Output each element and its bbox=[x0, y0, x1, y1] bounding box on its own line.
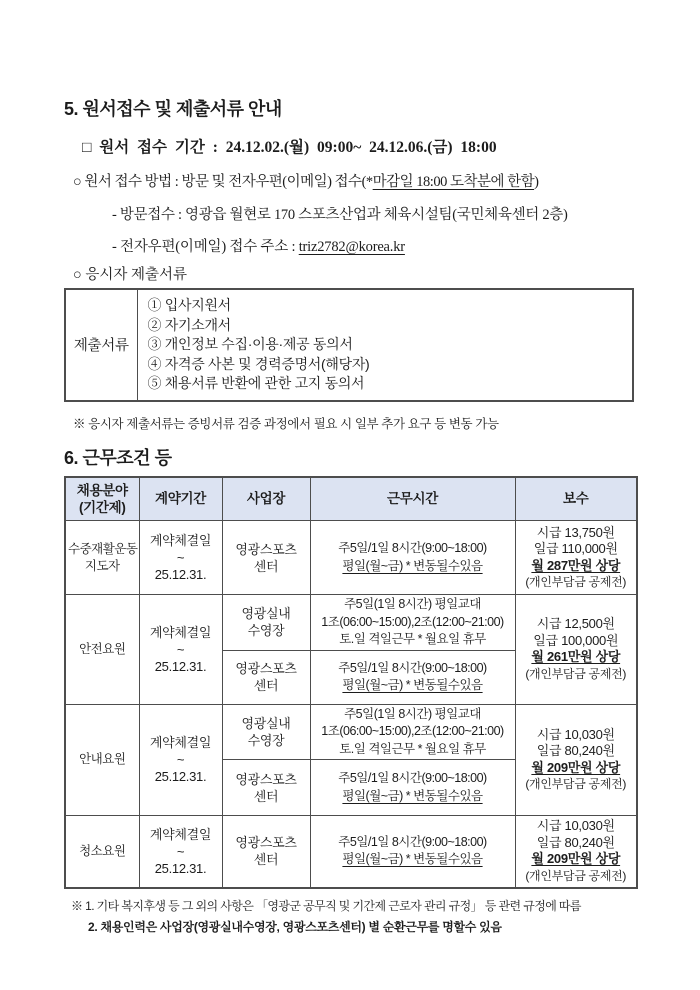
work-hours-line3: 토.일 격일근무 * 월요일 휴무 bbox=[339, 632, 486, 646]
pay-daily: 일급 100,000원 bbox=[533, 632, 619, 648]
pay-deduct-note: (개인부담금 공제전) bbox=[525, 868, 627, 883]
contract-period-cell bbox=[139, 704, 222, 816]
pay-cell bbox=[515, 595, 637, 705]
table-row-safety-pool bbox=[65, 595, 637, 651]
application-method-suffix: ) bbox=[534, 174, 539, 190]
contract-start: 계약체결일 bbox=[149, 826, 212, 842]
col-header-job-field-line1: 채용분야 bbox=[76, 482, 128, 498]
job-field-cell bbox=[65, 704, 139, 816]
col-header-job-field-line2: (기간제) bbox=[78, 499, 126, 515]
work-hours-cell bbox=[310, 704, 515, 760]
contract-start: 계약체결일 bbox=[149, 533, 212, 548]
work-hours-line1: 주5일/1일 8시간(9:00~18:00) bbox=[338, 771, 487, 785]
contract-period-cell bbox=[139, 816, 222, 888]
footer-note-1: ※ 1. 기타 복지후생 등 그 외의 사항은 「영광군 공무직 및 기간제 근로자 관리 규정」 등 관련 규정에 따름 bbox=[71, 898, 581, 913]
work-hours-cell bbox=[310, 760, 515, 816]
application-method-text: ○ 원서 접수 방법 : 방문 및 전자우편(이메일) 접수(* bbox=[73, 174, 373, 190]
work-hours-line2: 평일(월~금) * 변동될수있음 bbox=[342, 678, 483, 692]
work-hours-line3: 토.일 격일근무 * 월요일 휴무 bbox=[339, 741, 486, 756]
worksite-line2: 센터 bbox=[253, 788, 279, 804]
footer-notes bbox=[64, 897, 640, 935]
job-field-cell bbox=[65, 595, 139, 705]
contract-period-cell bbox=[139, 521, 222, 595]
worksite-cell bbox=[222, 521, 310, 595]
work-hours-line2: 평일(월~금) * 변동될수있음 bbox=[342, 788, 483, 803]
job-field-line1: 안내요원 bbox=[79, 752, 126, 767]
contract-tilde: ~ bbox=[176, 550, 185, 565]
document-item: ③ 개인정보 수집·이용·제공 동의서 bbox=[147, 336, 353, 352]
email-address: triz2782@korea.kr bbox=[298, 239, 405, 255]
worksite-line1: 영광스포츠 bbox=[235, 661, 297, 676]
documents-table-row bbox=[65, 289, 633, 401]
job-field-line1: 청소요원 bbox=[79, 843, 126, 858]
documents-table-items bbox=[137, 289, 633, 401]
pay-daily: 일급 80,240원 bbox=[536, 743, 615, 759]
worksite-line1: 영광실내 bbox=[241, 715, 291, 731]
pay-hourly: 시급 13,750원 bbox=[536, 524, 615, 540]
document-item: ① 입사지원서 bbox=[147, 297, 231, 313]
work-conditions-table bbox=[64, 476, 638, 889]
contract-end: 25.12.31. bbox=[154, 769, 207, 785]
contract-start: 계약체결일 bbox=[149, 735, 212, 751]
work-hours-cell bbox=[310, 521, 515, 595]
work-hours-line1: 주5일(1일 8시간) 평일교대 bbox=[344, 597, 481, 611]
section6-title: 6. 근무조건 등 bbox=[64, 447, 172, 468]
work-hours-line2: 1조(06:00~15:00),2조(12:00~21:00) bbox=[321, 614, 504, 629]
email-submission-line bbox=[112, 235, 640, 256]
document-content bbox=[64, 0, 640, 935]
pay-monthly: 월 209만원 상당 bbox=[531, 851, 621, 867]
work-hours-line1: 주5일/1일 8시간(9:00~18:00) bbox=[338, 541, 487, 555]
documents-table-label: 제출서류 bbox=[65, 289, 137, 401]
pay-cell bbox=[515, 521, 637, 595]
pay-hourly: 시급 10,030원 bbox=[536, 818, 615, 834]
work-hours-line1: 주5일(1일 8시간) 평일교대 bbox=[344, 706, 481, 721]
worksite-line1: 영광스포츠 bbox=[235, 835, 297, 851]
worksite-line2: 센터 bbox=[253, 678, 279, 693]
work-hours-cell bbox=[310, 650, 515, 704]
table-row-cleaning bbox=[65, 816, 637, 888]
contract-start: 계약체결일 bbox=[149, 624, 212, 640]
col-header-job-field bbox=[65, 477, 139, 521]
worksite-cell bbox=[222, 760, 310, 816]
worksite-line1: 영광스포츠 bbox=[235, 771, 297, 787]
document-item: ② 자기소개서 bbox=[147, 316, 231, 333]
contract-tilde: ~ bbox=[176, 752, 185, 768]
pay-deduct-note: (개인부담금 공제전) bbox=[525, 666, 627, 681]
deadline-underlined-text: 마감일 18:00 도착분에 한함 bbox=[372, 174, 535, 190]
document-item: ⑤ 채용서류 반환에 관한 고지 동의서 bbox=[147, 375, 365, 391]
work-table-header-row bbox=[65, 477, 637, 521]
contract-tilde: ~ bbox=[176, 843, 185, 859]
pay-daily: 일급 80,240원 bbox=[536, 834, 615, 850]
contract-period-cell bbox=[139, 595, 222, 705]
worksite-cell bbox=[222, 704, 310, 760]
footer-note-2: 2. 채용인력은 사업장(영광실내수영장, 영광스포츠센터) 별 순환근무를 명할수 있음 bbox=[88, 919, 502, 934]
pay-monthly: 월 287만원 상당 bbox=[531, 557, 621, 573]
job-field-line1: 수중재활운동 bbox=[68, 541, 138, 556]
work-hours-line2: 평일(월~금) * 변동될수있음 bbox=[342, 558, 483, 573]
work-hours-line2: 평일(월~금) * 변동될수있음 bbox=[342, 852, 483, 867]
contract-end: 25.12.31. bbox=[154, 860, 207, 876]
worksite-cell bbox=[222, 595, 310, 651]
col-header-contract-period: 계약기간 bbox=[139, 477, 222, 521]
job-field-line2: 지도자 bbox=[84, 558, 120, 573]
worksite-line2: 센터 bbox=[253, 558, 279, 574]
col-header-worksite: 사업장 bbox=[222, 477, 310, 521]
col-header-pay: 보수 bbox=[515, 477, 637, 521]
application-method-line bbox=[73, 170, 640, 191]
worksite-line1: 영광실내 bbox=[241, 606, 291, 622]
pay-hourly: 시급 10,030원 bbox=[536, 726, 615, 742]
work-hours-cell bbox=[310, 595, 515, 651]
contract-end: 25.12.31. bbox=[154, 567, 207, 582]
worksite-cell bbox=[222, 816, 310, 888]
table-row-guide-pool bbox=[65, 704, 637, 760]
worksite-line2: 수영장 bbox=[247, 732, 285, 748]
job-field-cell bbox=[65, 521, 139, 595]
pay-monthly: 월 209만원 상당 bbox=[531, 759, 621, 775]
table-row-aquatic bbox=[65, 521, 637, 595]
worksite-line2: 수영장 bbox=[247, 623, 285, 639]
pay-cell bbox=[515, 816, 637, 888]
job-field-cell bbox=[65, 816, 139, 888]
job-field-line1: 안전요원 bbox=[79, 641, 126, 656]
application-period-line: □ 원서 접수 기간 : 24.12.02.(월) 09:00~ 24.12.06.(금) 18:00 bbox=[82, 139, 497, 156]
work-hours-line2: 1조(06:00~15:00),2조(12:00~21:00) bbox=[321, 724, 504, 738]
pay-monthly: 월 261만원 상당 bbox=[531, 649, 621, 665]
pay-deduct-note: (개인부담금 공제전) bbox=[525, 575, 627, 589]
contract-tilde: ~ bbox=[176, 641, 185, 657]
document-item: ④ 자격증 사본 및 경력증명서(해당자) bbox=[147, 355, 370, 372]
documents-header-line: ○ 응시자 제출서류 bbox=[73, 267, 188, 283]
work-hours-line1: 주5일/1일 8시간(9:00~18:00) bbox=[338, 834, 487, 849]
worksite-line1: 영광스포츠 bbox=[235, 541, 297, 557]
contract-end: 25.12.31. bbox=[154, 658, 207, 674]
work-hours-cell bbox=[310, 816, 515, 888]
documents-table bbox=[64, 288, 634, 402]
work-hours-line1: 주5일/1일 8시간(9:00~18:00) bbox=[338, 660, 487, 675]
pay-daily: 일급 110,000원 bbox=[533, 541, 618, 556]
col-header-work-hours: 근무시간 bbox=[310, 477, 515, 521]
documents-note: ※ 응시자 제출서류는 증빙서류 검증 과정에서 필요 시 일부 추가 요구 등 변동 가능 bbox=[73, 416, 499, 431]
pay-hourly: 시급 12,500원 bbox=[536, 616, 615, 632]
pay-deduct-note: (개인부담금 공제전) bbox=[525, 777, 627, 792]
worksite-line2: 센터 bbox=[253, 852, 279, 868]
visit-submission-line: - 방문접수 : 영광읍 월현로 170 스포츠산업과 체육시설팀(국민체육센터 2층) bbox=[112, 207, 568, 223]
worksite-cell bbox=[222, 650, 310, 704]
section5-title: 5. 원서접수 및 제출서류 안내 bbox=[64, 99, 282, 119]
pay-cell bbox=[515, 704, 637, 816]
email-submission-text: - 전자우편(이메일) 접수 주소 : bbox=[112, 239, 299, 255]
